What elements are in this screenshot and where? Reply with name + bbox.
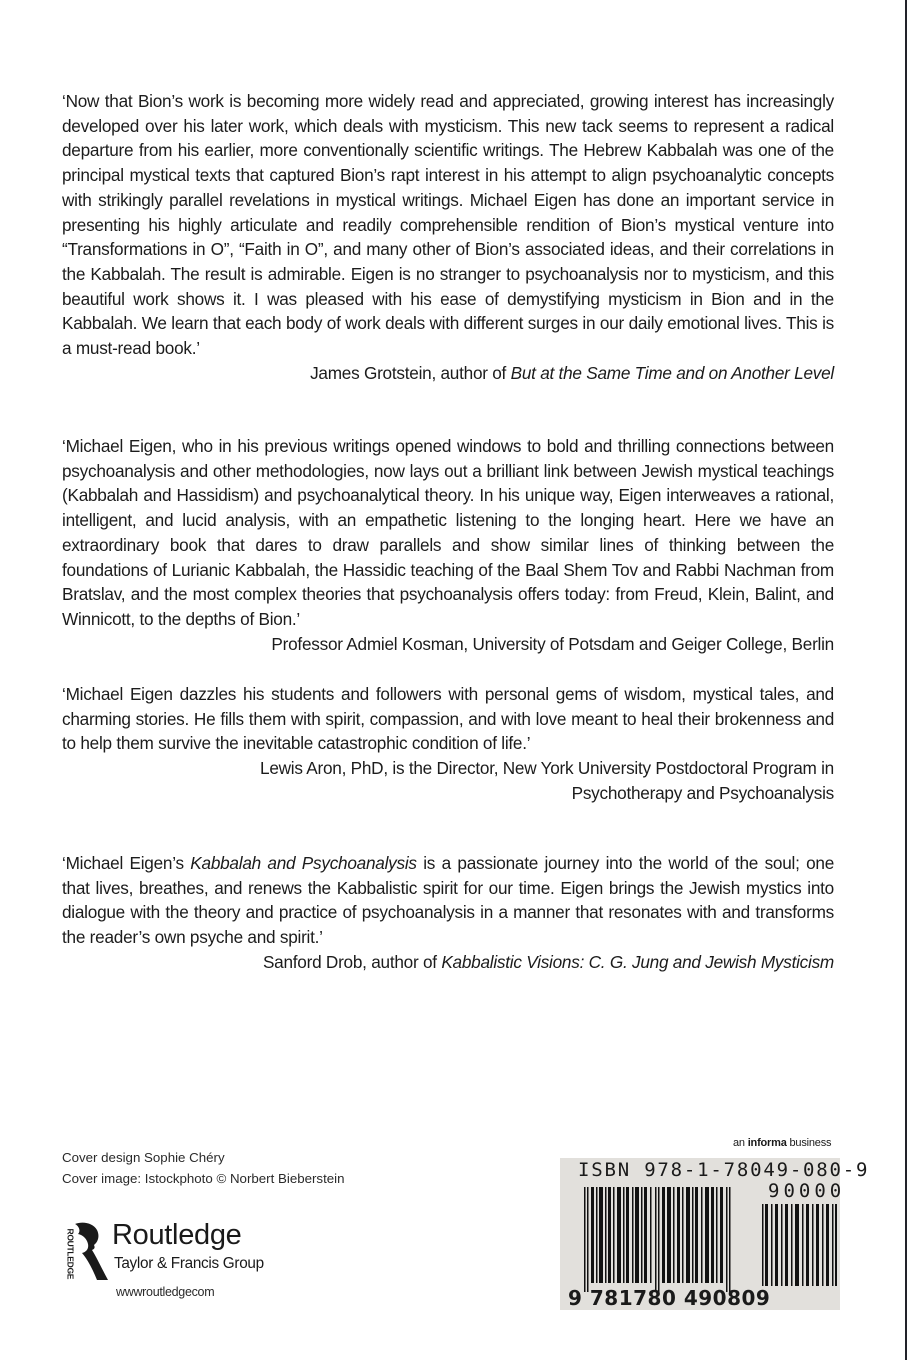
- book-title: Kabbalah and Psychoanalysis: [190, 853, 417, 873]
- endorsement-quote: ‘Michael Eigen dazzles his students and followers with personal gems of wisdom, mystical tales, and charming stories. He fills them with spirit, compassion, and with love meant to heal their brokenness and to help them survive the inevitable catastrophic condition of life.’: [62, 684, 834, 754]
- routledge-logo: [60, 1219, 320, 1282]
- routledge-vertical-wordmark: ROUTLEDGE: [65, 1228, 76, 1280]
- endorsement-drob: [62, 851, 834, 975]
- publisher-group: Taylor & Francis Group: [114, 1255, 264, 1272]
- informa-business-tag: an informa business: [733, 1137, 832, 1149]
- endorsement-quote: ‘Michael Eigen, who in his previous writings opened windows to bold and thrilling connections between psychoanalysis and other methodologies, now lays out a brilliant link between Jewish mystical teachings (Kabbalah and Hassidism) and psychoanalytical theory. In his unique way, Eigen interweaves a rational, intelligent, and lucid analysis, with an empathetic listening to the longing heart. Here we have an extraordinary book that dares to draw parallels and show similar lines of thinking between the foundations of Lurianic Kabbalah, the Hassidic teaching of the Baal Shem Tov and Rabbi Nachman from Bratslav, and the most complex theories that psychoanalysis offers today: from Freud, Klein, Balint, and Winnicott, to the depths of Bion.’: [62, 436, 834, 629]
- ean-digits: 9 781780 490809: [568, 1286, 771, 1310]
- endorsement-quote: ‘Michael Eigen’s Kabbalah and Psychoanalysis is a passionate journey into the world of the soul; one that lives, breathes, and renews the Kabbalistic spirit for our time. Eigen brings the Jewish mystics into dialogue with the theory and practice of psychoanalysis in a manner that resonates with and transforms the reader’s own psyche and spirit.’: [62, 853, 835, 948]
- publisher-website: wwwroutledgecom: [116, 1285, 215, 1299]
- endorsement-attribution-line2: Psychotherapy and Psychoanalysis: [571, 782, 834, 803]
- endorsement-attribution: Sanford Drob, author of Kabbalistic Visions: C. G. Jung and Jewish Mysticism: [262, 951, 834, 972]
- book-title: Kabbalistic Visions: C. G. Jung and Jewish Mysticism: [441, 951, 834, 972]
- book-title: But at the Same Time and on Another Level: [510, 362, 834, 383]
- isbn-barcode: [560, 1158, 870, 1310]
- cover-credits: [62, 1147, 345, 1189]
- cover-design-credit: Cover design Sophie Chéry: [62, 1150, 225, 1165]
- price-addon-digits: 90000: [768, 1180, 846, 1202]
- endorsement-kosman: [62, 434, 834, 656]
- publisher-name: Routledge: [112, 1219, 242, 1251]
- endorsement-quote: ‘Now that Bion’s work is becoming more widely read and appreciated, growing interest has increasingly developed over his later work, which deals with mysticism. This new tack seems to represent a radical departure from his earlier, more conventionally scientific writings. The Hebrew Kabbalah was one of the principal mystical texts that captured Bion’s rapt interest in his attempt to align psychoanalytic concepts with strikingly parallel revelations in mystical writings. Michael Eigen has done an important service in presenting his highly articulate and readily comprehensible rendition of Bion’s mystical venture into “Transformations in O”, “Faith in O”, and many other of Bion’s associated ideas, and their correlations in the Kabbalah. The result is admirable. Eigen is no stranger to psychoanalysis nor to mysticism, and this beautiful work shows it. I was pleased with his ease of demystifying mysticism in Bion and in the Kabbalah. We learn that each body of work deals with different surges in our daily emotional lives. This is a must-read book.’: [62, 91, 834, 359]
- endorsement-grotstein: [62, 89, 834, 385]
- endorsement-attribution-line1: Lewis Aron, PhD, is the Director, New York University Postdoctoral Program in: [260, 758, 834, 779]
- endorsement-attribution: James Grotstein, author of But at the Same Time and on Another Level: [310, 362, 834, 383]
- routledge-r-logo-icon: [73, 1222, 109, 1282]
- ean-barcode-bars-icon: [584, 1187, 732, 1292]
- endorsement-aron: [62, 682, 834, 806]
- addon-barcode-bars-icon: [762, 1204, 838, 1286]
- cover-image-credit: Cover image: Istockphoto © Norbert Bieberstein: [62, 1171, 345, 1186]
- endorsement-attribution: Professor Admiel Kosman, University of Potsdam and Geiger College, Berlin: [271, 633, 834, 654]
- isbn-label: ISBN 978-1-78049-080-9: [578, 1159, 870, 1181]
- informa-brand: informa: [747, 1137, 787, 1149]
